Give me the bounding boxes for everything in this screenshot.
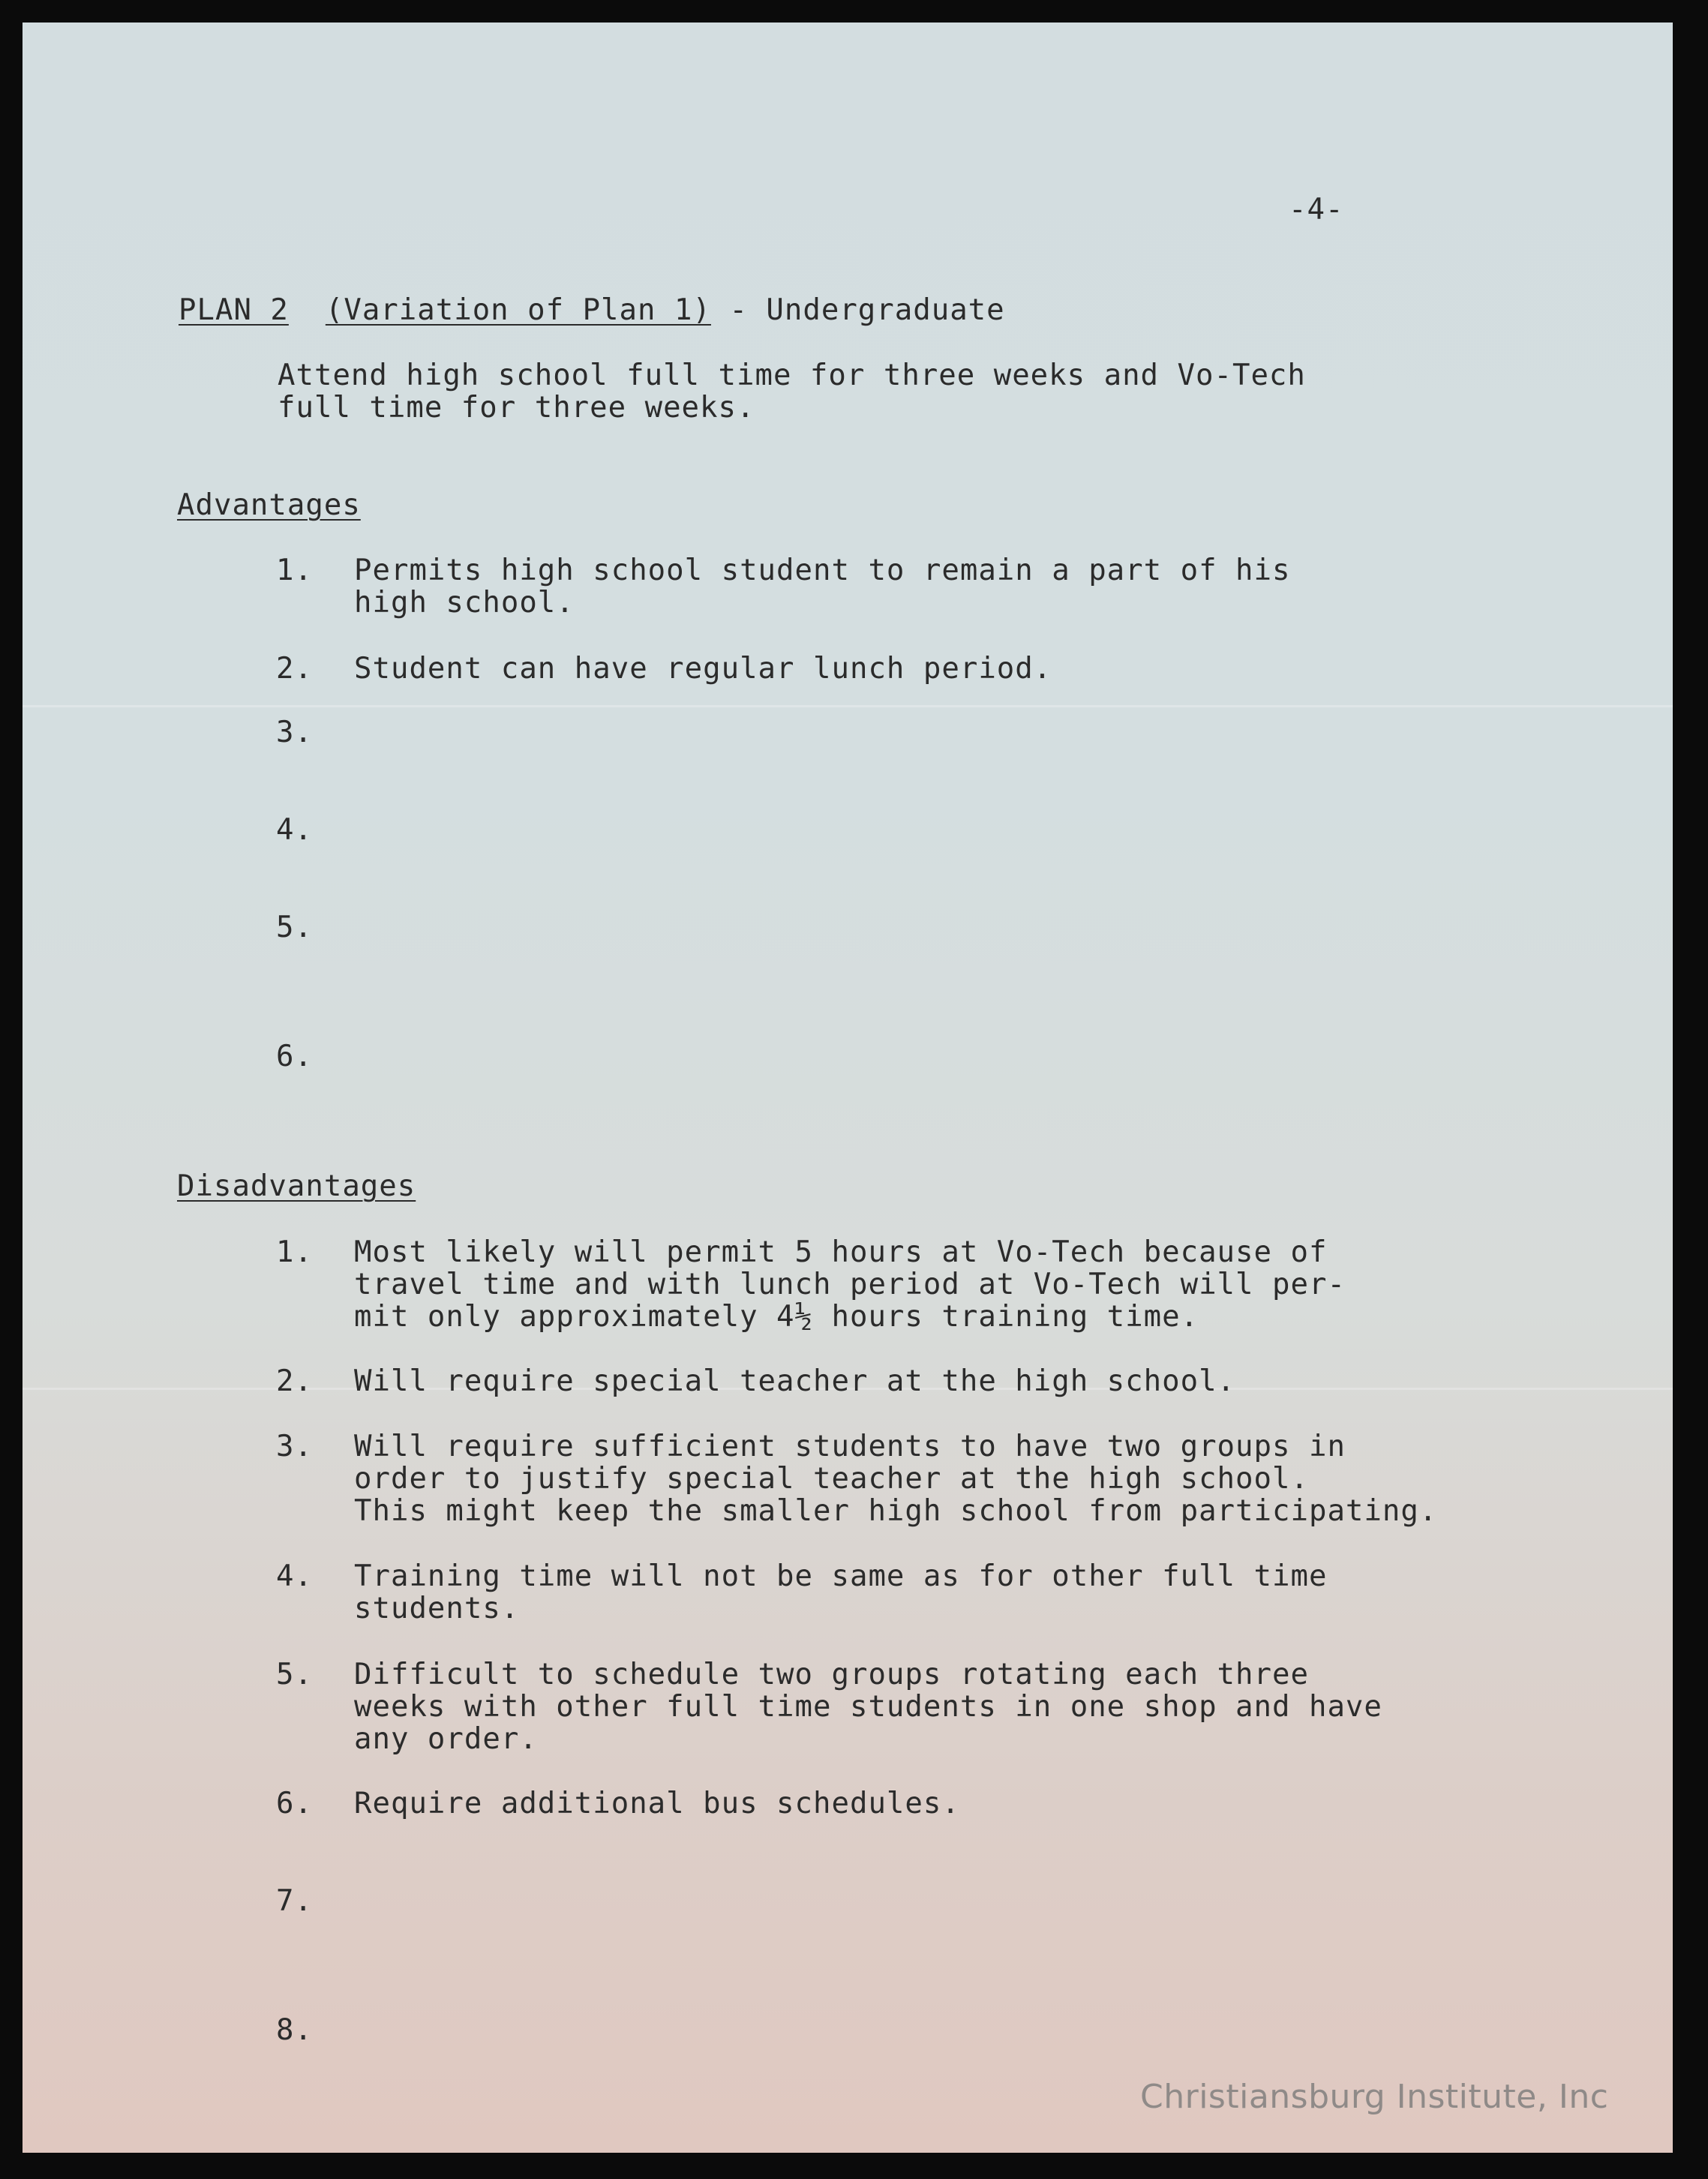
list-item-number: 5. xyxy=(276,911,313,944)
list-item-text: This might keep the smaller high school from participating. xyxy=(354,1494,1438,1528)
page-number: -4- xyxy=(1289,193,1344,227)
watermark-text: Christiansburg Institute, Inc xyxy=(1140,2078,1609,2116)
list-item-text: Permits high school student to remain a part of his xyxy=(354,554,1291,587)
list-item-text: Training time will not be same as for other full time xyxy=(354,1559,1328,1593)
list-item-number: 4. xyxy=(276,813,313,847)
list-item-number: 3. xyxy=(276,716,313,749)
list-item-number: 4. xyxy=(276,1559,313,1593)
plan-suffix: - Undergraduate xyxy=(729,293,1005,327)
list-item-number: 8. xyxy=(276,2013,313,2047)
list-item-number: 2. xyxy=(276,652,313,686)
list-item-number: 2. xyxy=(276,1364,313,1398)
list-item-number: 3. xyxy=(276,1430,313,1463)
list-item-text: Most likely will permit 5 hours at Vo-Tech because of xyxy=(354,1235,1328,1269)
list-item-number: 5. xyxy=(276,1658,313,1691)
list-item-text: Will require sufficient students to have two groups in xyxy=(354,1430,1346,1463)
advantages-heading: Advantages xyxy=(177,488,361,522)
document-page xyxy=(23,23,1673,2153)
list-item-text: students. xyxy=(354,1592,520,1625)
list-item-number: 1. xyxy=(276,1235,313,1269)
list-item-text: weeks with other full time students in one shop and have xyxy=(354,1690,1382,1724)
list-item-number: 6. xyxy=(276,1040,313,1073)
plan-title: PLAN 2 xyxy=(179,293,289,327)
list-item-text: high school. xyxy=(354,586,575,620)
plan-heading xyxy=(179,294,1005,326)
disadvantages-heading: Disadvantages xyxy=(177,1169,416,1203)
list-item-text: any order. xyxy=(354,1722,538,1756)
list-item-text: Student can have regular lunch period. xyxy=(354,652,1052,686)
list-item-number: 1. xyxy=(276,554,313,587)
typed-document xyxy=(23,23,1673,2153)
list-item-text: order to justify special teacher at the high school. xyxy=(354,1462,1309,1496)
list-item-text: Require additional bus schedules. xyxy=(354,1787,960,1820)
plan-description-line2: full time for three weeks. xyxy=(278,391,755,425)
list-item-text: Will require special teacher at the high school. xyxy=(354,1364,1236,1398)
list-item-number: 6. xyxy=(276,1787,313,1820)
plan-description-line1: Attend high school full time for three weeks and Vo-Tech xyxy=(278,359,1306,392)
list-item-text: Difficult to schedule two groups rotating each three xyxy=(354,1658,1309,1691)
list-item-text: travel time and with lunch period at Vo-Tech will per- xyxy=(354,1268,1346,1301)
list-item-number: 7. xyxy=(276,1884,313,1918)
list-item-text: mit only approximately 4½ hours training time. xyxy=(354,1300,1199,1334)
plan-variation: (Variation of Plan 1) xyxy=(325,293,711,327)
